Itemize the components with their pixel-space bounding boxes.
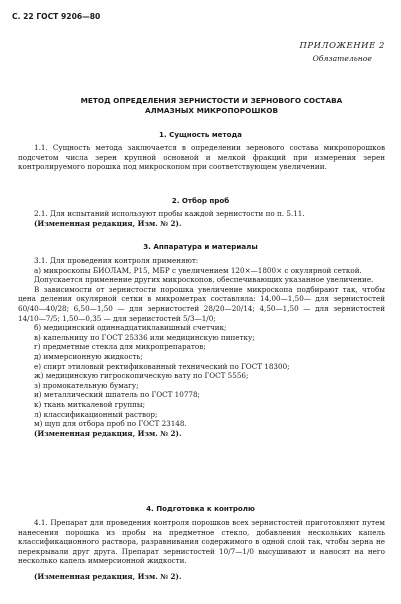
list-item-v: в) капельницу по ГОСТ 25336 или медицинскую пипетку; [34, 332, 255, 342]
list-item-k: к) ткань миткалевой группы; [34, 399, 146, 409]
edit-note: (Измененная редакция, Изм. № 2). [34, 428, 182, 438]
list-item-i: и) металлический шпатель по ГОСТ 10778; [34, 390, 200, 400]
list-item-z: з) промокательную бумагу; [34, 380, 139, 390]
list-item-m: м) щуп для отбора проб по ГОСТ 23148. [34, 419, 187, 429]
section-4-body [18, 518, 385, 582]
document-title [40, 96, 383, 116]
mandatory-label: Обязательное [312, 54, 372, 63]
page-header: С. 22 ГОСТ 9206—80 [12, 12, 101, 21]
list-item-l: л) классификационный раствор; [34, 409, 158, 419]
edit-note: (Измененная редакция, Изм. № 2). [34, 218, 182, 228]
section-4-heading: 4. Подготовка к контролю [146, 504, 255, 513]
paragraph-3-1-scale: В зависимости от зернистости порошка увеличение микроскопа подбирают так, чтобы цена деления окулярной сетки в микрометрах составляла: 14,00—1,50— для зернистостей 60/40—40/28; 6,50—1,50 — для зернистостей 28/20—20/14; 4,50—1,50 — для зернистостей 14/10—7/5; 1,50—0,35 — для зернистостей 5/3—1/0; [18, 284, 385, 323]
section-3-heading: 3. Аппаратура и материалы [143, 242, 258, 251]
paragraph-3-1-note: Допускается применение других микроскопов, обеспечивающих указанное увеличение. [34, 275, 374, 285]
section-1-heading: 1. Сущность метода [159, 130, 242, 139]
list-item-a: а) микроскопы БИОЛАМ, Р15, МБР с увеличением 120×—1800× с окулярной сеткой. [34, 265, 362, 275]
section-2-heading: 2. Отбор проб [171, 196, 230, 205]
section-1-body [18, 143, 385, 172]
list-item-d: д) иммерсионную жидкость; [34, 351, 143, 361]
list-item-g: г) предметные стекла для микропрепаратов; [34, 342, 206, 352]
list-item-e: е) спирт этиловый ректификованный технический по ГОСТ 18300; [34, 361, 290, 371]
appendix-label: ПРИЛОЖЕНИЕ 2 [299, 40, 385, 50]
paragraph-2-1: 2.1. Для испытаний используют пробы каждой зернистости по п. 5.11. [34, 209, 305, 218]
section-3-body [18, 256, 385, 438]
title-line-2: АЛМАЗНЫХ МИКРОПОРОШКОВ [144, 106, 279, 115]
section-2-body [18, 209, 385, 228]
list-item-zh: ж) медицинскую гигроскопическую вату по ГОСТ 5556; [34, 371, 249, 381]
list-item-b: б) медицинский одиннадцатиклавишный счетчик; [34, 323, 227, 333]
edit-note: (Измененная редакция, Изм. № 2). [34, 571, 182, 581]
paragraph-4-1: 4.1. Препарат для проведения контроля порошков всех зернистостей приготовляют путем нанесения порошка из пробы на предметное стекло, добавления нескольких капель классификационного раствора, разравнивания содержимого в одной слой так, чтобы зерна не перекрывали друг друга. Препарат зернистостей 10/7—1/0 высушивают и наносят на него несколько капель иммерсионной жидкости. [18, 518, 385, 566]
title-line-1: МЕТОД ОПРЕДЕЛЕНИЯ ЗЕРНИСТОСТИ И ЗЕРНОВОГО СОСТАВА [80, 96, 343, 105]
paragraph-1-1: 1.1. Сущность метода заключается в определении зернового состава микропорошков подсчетом числа зерен крупной основной и мелкой фракций при измерения зерен контролируемого порошка под микроскопом при соответствующем увеличении. [18, 143, 385, 172]
appendix-block [299, 40, 385, 63]
paragraph-3-1: 3.1. Для проведения контроля применяют: [34, 256, 199, 265]
